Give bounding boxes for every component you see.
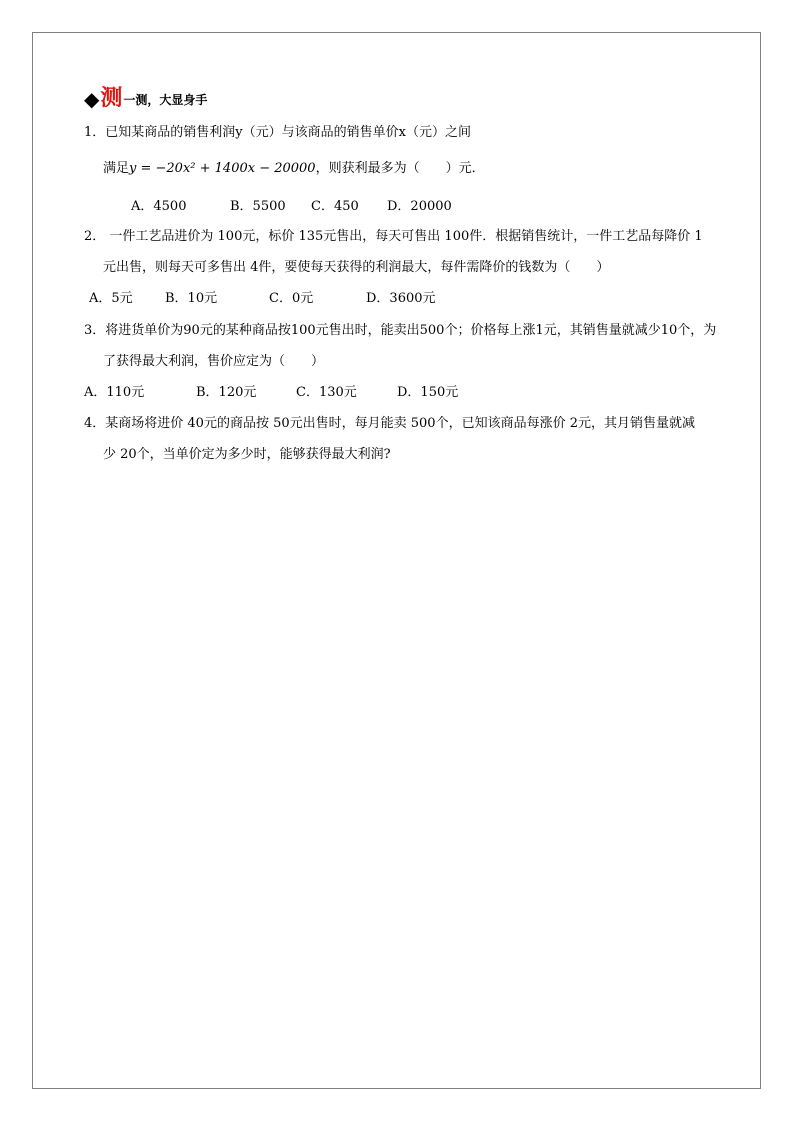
q1-suffix: ，则获利最多为（ ）元． (315, 161, 485, 176)
q1-option-d: D．20000 (387, 199, 452, 214)
q3-line1: 3．将进货单价为90元的某种商品按100元售出时，能卖出500个；价格每上涨1元，其销售量就减少10个，为 (84, 323, 717, 338)
q4-line1: 4．某商场将进价 40元的商品按 50元出售时，每月能卖 500个，已知该商品每涨价 2元，其月销售量就减 (84, 416, 695, 431)
q3-option-d: D．150元 (397, 385, 459, 400)
q1-prefix: 满足 (103, 161, 130, 176)
q1-option-a: A．4500 (131, 199, 187, 214)
q3-option-b: B．120元 (196, 385, 257, 400)
diamond-icon: ◆ (84, 87, 100, 111)
q4-line2: 少 20个，当单价定为多少时，能够获得最大利润? (103, 447, 391, 462)
section-heading (84, 86, 207, 110)
q2-option-b: B．10元 (165, 291, 218, 306)
heading-text: 一测，大显身手 (123, 93, 208, 107)
q1-option-c: C．450 (311, 199, 359, 214)
q3-option-c: C．130元 (296, 385, 357, 400)
q2-option-c: C．0元 (269, 291, 314, 306)
q1-option-b: B．5500 (230, 199, 286, 214)
q3-line2: 了获得最大利润，售价应定为（ ） (103, 354, 325, 369)
q2-line2: 元出售，则每天可多售出 4件，要使每天获得的利润最大，每件需降价的钱数为（ ） (103, 260, 610, 275)
heading-big-char: 测 (100, 85, 123, 111)
q1-line2 (103, 161, 485, 177)
q3-option-a: A．110元 (84, 385, 145, 400)
q1-line1: 1．已知某商品的销售利润y（元）与该商品的销售单价x（元）之间 (84, 125, 471, 140)
q2-option-a: A．5元 (89, 291, 133, 306)
q2-option-d: D．3600元 (366, 291, 436, 306)
q1-formula: y = −20x² + 1400x − 20000 (129, 161, 316, 176)
page-border (32, 32, 761, 1089)
q2-line1: 2． 一件工艺品进价为 100元，标价 135元售出，每天可售出 100件．根据销售统计，一件工艺品每降价 1 (84, 229, 703, 244)
